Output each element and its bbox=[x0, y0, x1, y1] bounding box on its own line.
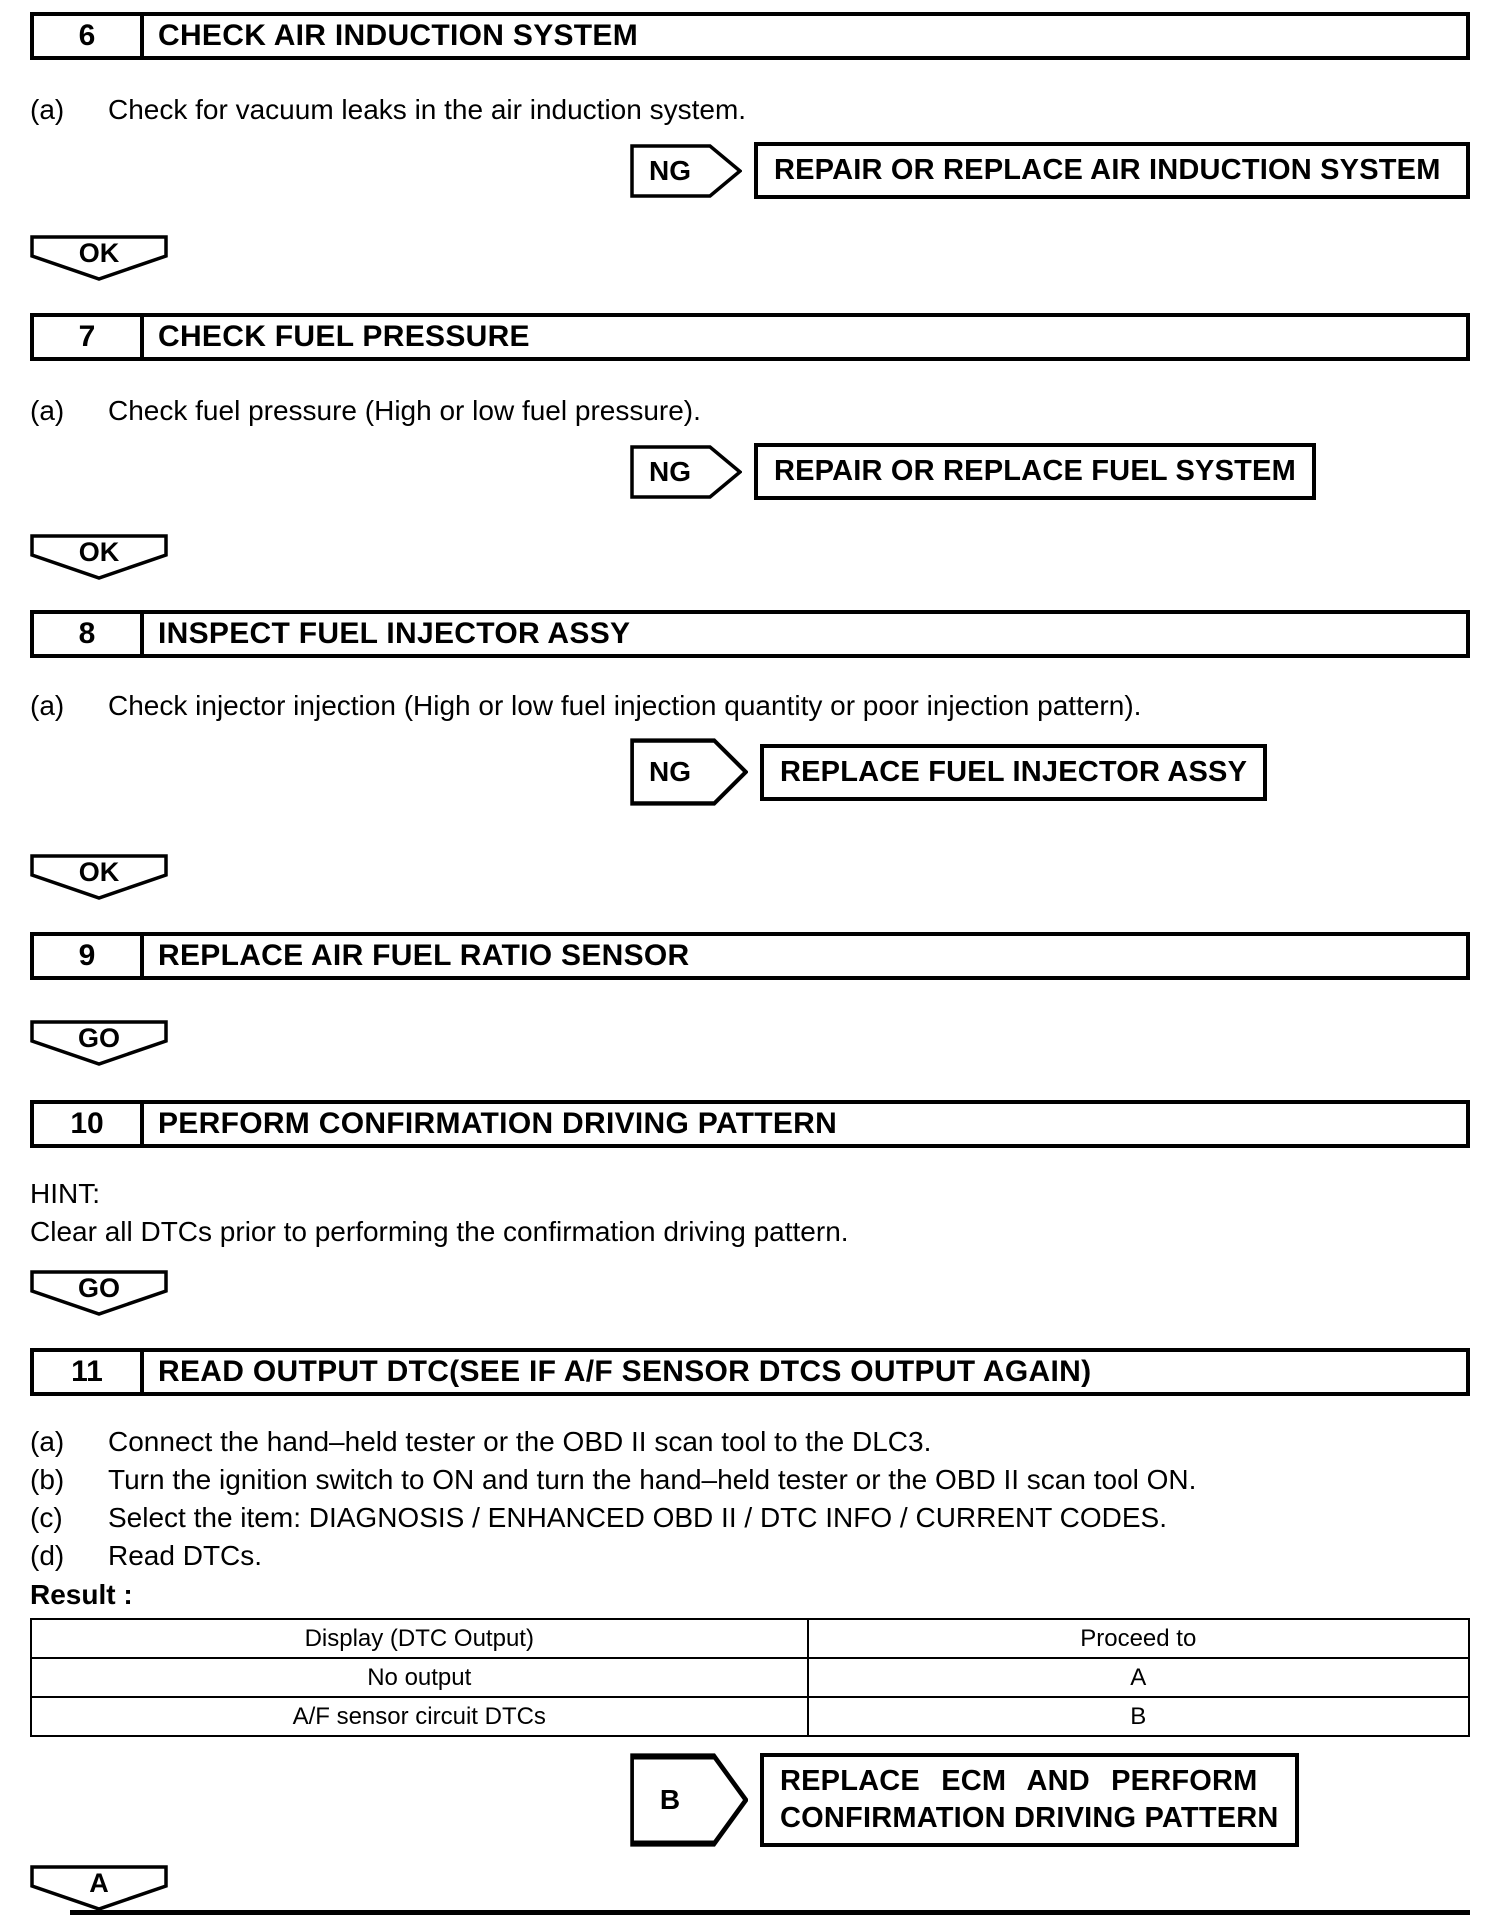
instruction-label: (b) bbox=[30, 1464, 65, 1495]
step-header-7 bbox=[30, 313, 1470, 361]
step-number: 8 bbox=[34, 614, 144, 654]
instruction-row bbox=[30, 92, 1470, 128]
step-header-11 bbox=[30, 1348, 1470, 1396]
ok-connector bbox=[30, 534, 168, 580]
instruction-row bbox=[30, 393, 1470, 429]
page-cutoff-rule bbox=[70, 1910, 1470, 1915]
action-box bbox=[760, 744, 1267, 801]
connector-label: A bbox=[89, 1868, 109, 1898]
table-header-cell: Display (DTC Output) bbox=[31, 1619, 808, 1658]
go-connector bbox=[30, 1020, 168, 1066]
result-table bbox=[30, 1618, 1470, 1737]
ng-arrow bbox=[630, 144, 742, 198]
ng-branch-row bbox=[630, 443, 1470, 500]
step-title: INSPECT FUEL INJECTOR ASSY bbox=[158, 617, 631, 650]
instruction-row bbox=[30, 688, 1470, 724]
table-cell: A/F sensor circuit DTCs bbox=[31, 1697, 808, 1736]
step-header-10 bbox=[30, 1100, 1470, 1148]
connector-label: GO bbox=[77, 1023, 120, 1053]
ok-connector bbox=[30, 854, 168, 900]
step-number: 9 bbox=[34, 936, 144, 976]
table-header-cell: Proceed to bbox=[808, 1619, 1469, 1658]
instruction-text: Read DTCs. bbox=[108, 1540, 263, 1571]
instruction-label: (d) bbox=[30, 1540, 65, 1571]
step-title: CHECK FUEL PRESSURE bbox=[158, 320, 530, 353]
instruction-text: Select the item: DIAGNOSIS / ENHANCED OBD II / DTC INFO / CURRENT CODES. bbox=[108, 1502, 1167, 1533]
step-header-9 bbox=[30, 932, 1470, 980]
branch-tag: NG bbox=[649, 756, 691, 787]
b-branch-row bbox=[630, 1753, 1470, 1847]
table-cell: B bbox=[808, 1697, 1469, 1736]
b-arrow bbox=[630, 1753, 748, 1847]
instruction-label: (a) bbox=[30, 690, 65, 721]
connector-label: GO bbox=[77, 1273, 120, 1303]
instruction-row bbox=[30, 1500, 1470, 1536]
branch-tag: B bbox=[659, 1784, 681, 1815]
step-title: READ OUTPUT DTC(SEE IF A/F SENSOR DTCS OUTPUT AGAIN) bbox=[158, 1355, 1092, 1388]
hint-text: Clear all DTCs prior to performing the confirmation driving pattern. bbox=[30, 1216, 849, 1247]
instruction-label: (a) bbox=[30, 1426, 65, 1457]
connector-label: OK bbox=[78, 238, 120, 268]
hint-label: HINT: bbox=[30, 1178, 100, 1209]
instruction-row bbox=[30, 1538, 1470, 1574]
action-box bbox=[754, 443, 1316, 500]
instruction-row bbox=[30, 1424, 1470, 1460]
instruction-label: (a) bbox=[30, 395, 65, 426]
step-title: PERFORM CONFIRMATION DRIVING PATTERN bbox=[158, 1107, 838, 1140]
instruction-text: Check for vacuum leaks in the air induction system. bbox=[108, 94, 747, 125]
instruction-text: Check fuel pressure (High or low fuel pressure). bbox=[108, 395, 701, 426]
result-label: Result : bbox=[30, 1579, 133, 1610]
ng-arrow bbox=[630, 738, 748, 806]
table-row bbox=[31, 1658, 1469, 1697]
go-connector bbox=[30, 1270, 168, 1316]
step-title: REPLACE AIR FUEL RATIO SENSOR bbox=[158, 939, 690, 972]
branch-tag: NG bbox=[649, 455, 691, 487]
ok-connector bbox=[30, 235, 168, 281]
ng-branch-row bbox=[630, 738, 1470, 806]
table-row bbox=[31, 1697, 1469, 1736]
step-number: 11 bbox=[34, 1352, 144, 1392]
table-cell: No output bbox=[31, 1658, 808, 1697]
action-text: REPAIR OR REPLACE AIR INDUCTION SYSTEM bbox=[774, 154, 1441, 186]
action-box bbox=[760, 1753, 1299, 1847]
instruction-label: (c) bbox=[30, 1502, 63, 1533]
action-text: REPLACE ECM AND PERFORM bbox=[780, 1765, 1258, 1797]
a-connector bbox=[30, 1865, 168, 1911]
instruction-text: Check injector injection (High or low fuel injection quantity or poor injection pattern). bbox=[108, 690, 1142, 721]
instruction-text: Connect the hand–held tester or the OBD II scan tool to the DLC3. bbox=[108, 1426, 932, 1457]
action-box bbox=[754, 142, 1470, 199]
instruction-text: Turn the ignition switch to ON and turn the hand–held tester or the OBD II scan tool ON. bbox=[108, 1464, 1197, 1495]
ng-arrow bbox=[630, 445, 742, 499]
connector-label: OK bbox=[78, 537, 120, 567]
step-title: CHECK AIR INDUCTION SYSTEM bbox=[158, 19, 639, 52]
branch-tag: NG bbox=[649, 154, 691, 186]
step-header-6 bbox=[30, 12, 1470, 60]
action-text: REPAIR OR REPLACE FUEL SYSTEM bbox=[774, 455, 1296, 487]
ng-branch-row bbox=[630, 142, 1470, 199]
connector-label: OK bbox=[78, 857, 120, 887]
step-number: 10 bbox=[34, 1104, 144, 1144]
step-number: 6 bbox=[34, 16, 144, 56]
instruction-row bbox=[30, 1462, 1470, 1498]
step-header-8 bbox=[30, 610, 1470, 658]
table-cell: A bbox=[808, 1658, 1469, 1697]
instruction-label: (a) bbox=[30, 94, 65, 125]
step-number: 7 bbox=[34, 317, 144, 357]
table-header-row bbox=[31, 1619, 1469, 1658]
action-text: REPLACE FUEL INJECTOR ASSY bbox=[780, 755, 1248, 788]
action-text: CONFIRMATION DRIVING PATTERN bbox=[780, 1802, 1279, 1834]
